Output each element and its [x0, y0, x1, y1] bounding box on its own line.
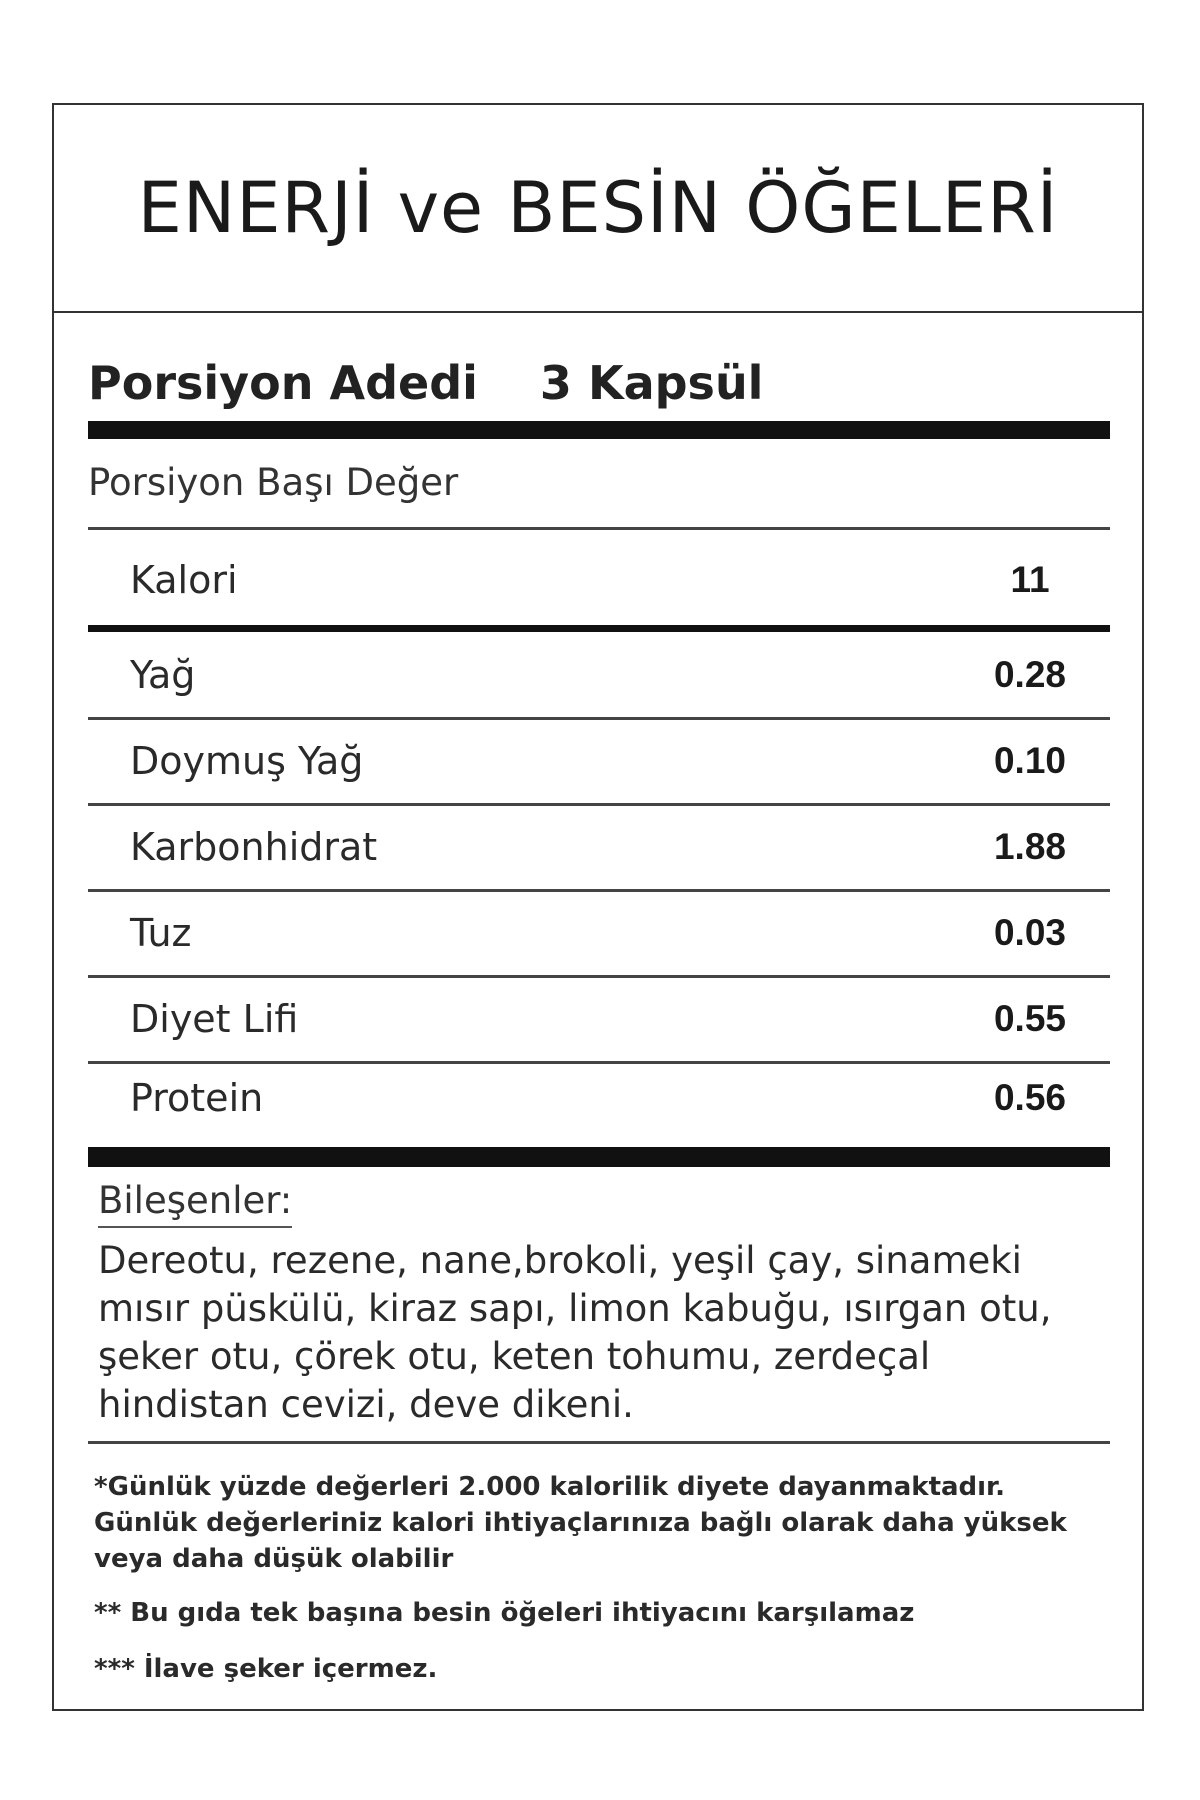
nutrient-value: 11	[1010, 559, 1050, 600]
nutrient-name: Tuz	[130, 911, 192, 955]
nutrient-value: 0.10	[993, 740, 1066, 781]
nutrient-name: Yağ	[130, 653, 196, 697]
divider	[88, 1061, 1110, 1064]
nutrient-row	[88, 635, 1110, 715]
nutrient-name: Protein	[130, 1076, 264, 1120]
calories-divider	[88, 625, 1110, 632]
divider	[88, 975, 1110, 978]
calories-row	[88, 535, 1110, 625]
ingredients-title: Bileşenler:	[98, 1179, 292, 1228]
title-box	[54, 105, 1142, 313]
nutrition-label	[52, 103, 1144, 1711]
nutrient-value: 0.28	[993, 654, 1066, 695]
nutrient-row	[88, 979, 1110, 1059]
nutrient-name: Diyet Lifi	[130, 997, 299, 1041]
nutrient-row	[88, 893, 1110, 973]
serving-label: Porsiyon Adedi	[88, 356, 478, 410]
nutrient-value: 0.55	[993, 998, 1066, 1039]
nutrient-row	[88, 721, 1110, 801]
nutrient-name: Karbonhidrat	[130, 825, 378, 869]
nutrient-value: 1.88	[993, 826, 1066, 867]
label-body	[88, 313, 1110, 1711]
divider	[88, 527, 1110, 530]
divider	[88, 1441, 1110, 1444]
thick-divider	[88, 1147, 1110, 1167]
nutrient-name: Kalori	[130, 558, 238, 602]
divider	[88, 717, 1110, 720]
footnote-nutrient-needs: ** Bu gıda tek başına besin öğeleri ihtiyacını karşılamaz	[94, 1598, 915, 1628]
per-serving-label: Porsiyon Başı Değer	[88, 461, 459, 504]
footnote-daily-values: *Günlük yüzde değerleri 2.000 kalorilik diyete dayanmaktadır. Günlük değerleriniz kalori ihtiyaçlarınıza bağlı olarak daha yüksek veya daha düşük olabilir	[94, 1472, 1067, 1574]
divider	[88, 889, 1110, 892]
ingredients-text: Dereotu, rezene, nane,brokoli, yeşil çay, sinameki mısır püskülü, kiraz sapı, limon kabuğu, ısırgan otu, şeker otu, çörek otu, keten tohumu, zerdeçal hindistan cevizi, deve dikeni.	[98, 1239, 1052, 1426]
nutrient-value: 0.03	[993, 912, 1066, 953]
nutrient-value: 0.56	[993, 1077, 1066, 1118]
nutrient-name: Doymuş Yağ	[130, 739, 364, 783]
serving-value: 3 Kapsül	[539, 356, 764, 410]
footnote-no-added-sugar: *** İlave şeker içermez.	[94, 1654, 438, 1684]
divider	[88, 803, 1110, 806]
nutrient-row	[88, 807, 1110, 887]
serving-row	[88, 343, 1110, 423]
nutrient-row	[88, 1065, 1110, 1131]
thick-divider	[88, 421, 1110, 439]
label-title: ENERJİ ve BESİN ÖĞELERİ	[137, 167, 1059, 249]
